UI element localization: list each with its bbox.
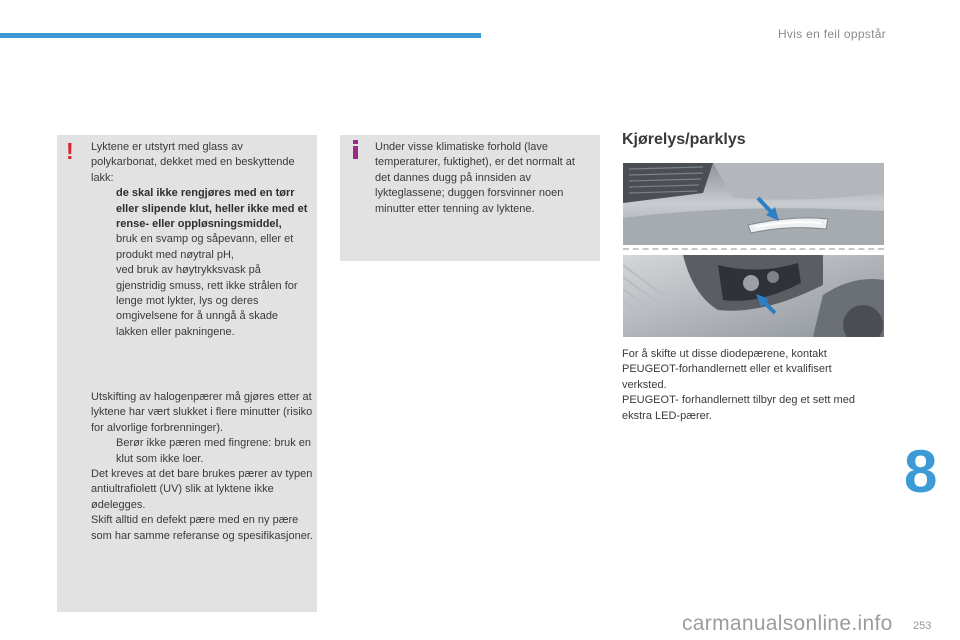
- photo-divider: [623, 248, 884, 250]
- instruction-line-1: For å skifte ut disse diodepærene, kontakt PEUGEOT-forhandlernett eller et kvalifisert verksted.: [622, 348, 832, 391]
- warning-bullet: [91, 436, 313, 467]
- headlamp-illustration: [623, 255, 884, 337]
- section-title: Kjørelys/parklys: [622, 131, 746, 148]
- header-accent-bar: [0, 33, 481, 38]
- warning-bullet-text: bruk en svamp og såpevann, eller et produkt med nøytral pH,: [116, 233, 294, 261]
- warning-bullet: [91, 263, 309, 340]
- warning-intro: Lyktene er utstyrt med glass av polykarbonat, dekket med en beskyttende lakk:: [91, 141, 295, 184]
- warning-bullet-text: Berør ikke pæren med fingrene: bruk en klut som ikke loer.: [116, 437, 312, 465]
- watermark: carmanualsonline.info: [682, 612, 893, 635]
- uv-paragraph: Det kreves at det bare brukes pærer av typen antiultrafiolett (UV) slik at lyktene ikke ødelegges.: [91, 468, 313, 511]
- warning-bullet-text: de skal ikke rengjøres med en tørr eller slipende klut, heller ikke med et rense- eller oppløsningsmiddel,: [116, 187, 308, 231]
- chapter-header-title: Hvis en feil oppstår: [777, 27, 886, 41]
- warning-text-2: [91, 390, 313, 544]
- info-text: Under visse klimatiske forhold (lave temperaturer, fuktighet), er det normalt at det dannes dugg på innsiden av lykteglassene; duggen forsvinner noen minutter etter tenning av lyktene.: [375, 141, 575, 215]
- exclamation-icon: !: [66, 138, 74, 164]
- instruction-text: [622, 347, 872, 424]
- replace-paragraph: Skift alltid en defekt pære med en ny pære som har samme referanse og spesifikasjoner.: [91, 514, 313, 542]
- info-icon: [353, 140, 358, 160]
- front-bumper-led-photo: [623, 163, 884, 245]
- warning-text: [91, 140, 309, 340]
- headlamp-led-photo: [623, 255, 884, 337]
- warning-bullet: [91, 232, 309, 263]
- chapter-number: 8: [904, 438, 938, 505]
- warning-bullet-text: ved bruk av høytrykksvask på gjenstridig smuss, rett ikke strålen for lenge mot lykter, lys og deres omgivelsene for å unngå å skade lakken eller pakningene.: [116, 264, 298, 338]
- front-bumper-illustration: [623, 163, 884, 245]
- instruction-line-2: PEUGEOT- forhandlernett tilbyr deg et sett med ekstra LED-pærer.: [622, 394, 855, 422]
- page-number: 253: [913, 620, 932, 632]
- warning-bullet: [91, 186, 309, 232]
- halogen-paragraph: Utskifting av halogenpærer må gjøres etter at lyktene har vært slukket i flere minutter (risiko for alvorlige forbrenninger).: [91, 391, 313, 434]
